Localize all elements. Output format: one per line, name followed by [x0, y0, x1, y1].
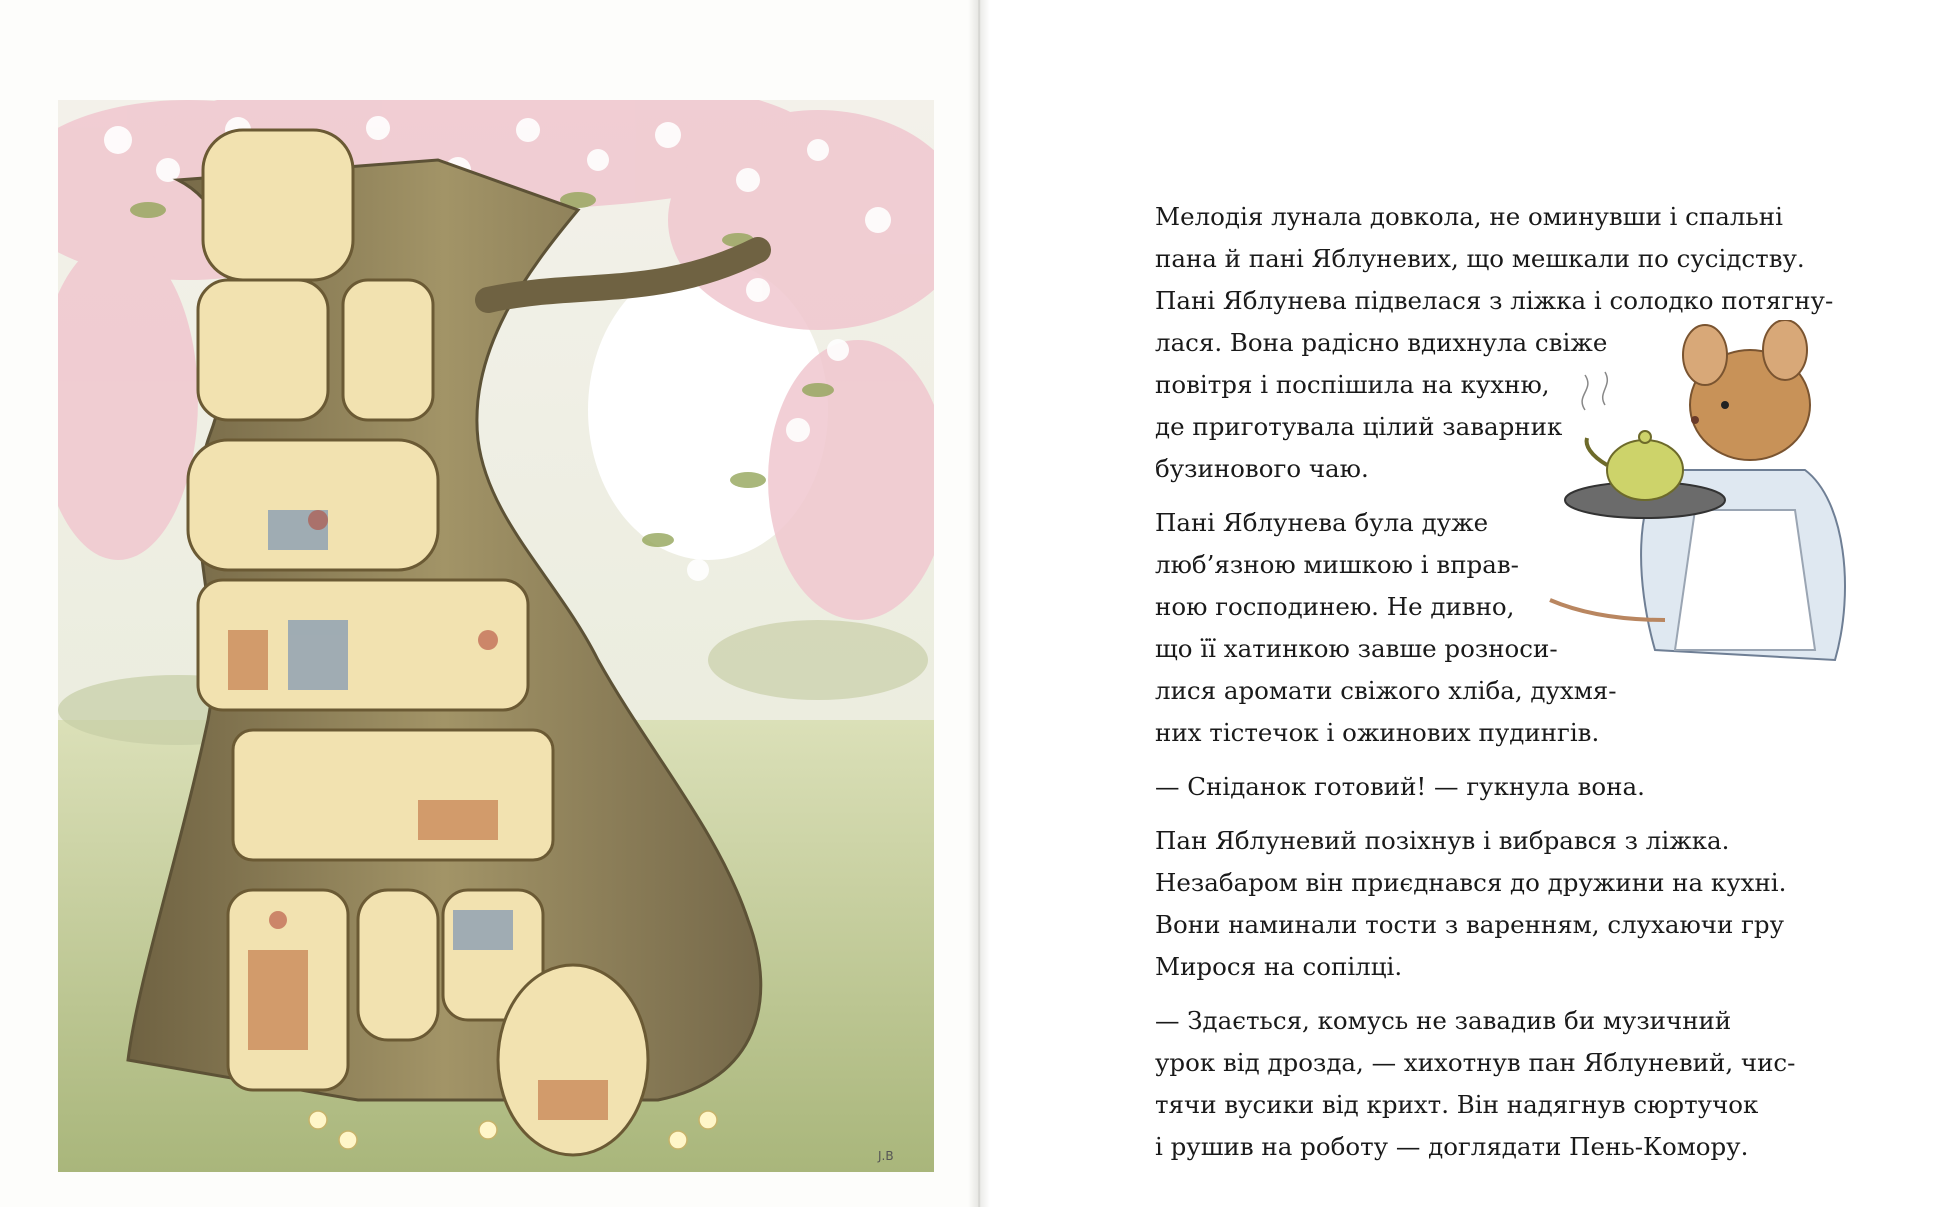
text-line: лася. Вона радісно вдихнула свіже	[1155, 328, 1608, 357]
text-line: пана й пані Яблуневих, що мешкали по сусідству.	[1155, 244, 1805, 273]
mouse-with-teapot-illustration	[1545, 320, 1870, 680]
text-line: Пан Яблуневий позіхнув і вибрався з ліжка.	[1155, 826, 1730, 855]
text-line: — Сніданок готовий! — гукнула вона.	[1155, 772, 1645, 801]
text-line: що її хатинкою завше розноси-	[1155, 634, 1558, 663]
text-line: де приготувала цілий заварник	[1155, 412, 1563, 441]
paragraph-5	[1125, 1000, 1796, 1168]
text-line: тячи вусики від крихт. Він надягнув сюртучок	[1155, 1090, 1759, 1119]
text-line: Пані Яблунева підвелася з ліжка і солодко потягну-	[1155, 286, 1834, 315]
text-line: Вони наминали тости з варенням, слухаючи гру	[1155, 910, 1785, 939]
book-gutter	[968, 0, 990, 1207]
text-line: Мирося на сопілці.	[1155, 952, 1403, 981]
paragraph-4	[1125, 820, 1785, 988]
text-line: повітря і поспішила на кухню,	[1155, 370, 1550, 399]
text-line: Пані Яблунева була дуже	[1155, 508, 1489, 537]
tree-house-illustration	[58, 100, 934, 1172]
text-line: — Здається, комусь не завадив би музичний	[1155, 1006, 1732, 1035]
text-line: них тістечок і ожинових пудингів.	[1155, 718, 1600, 747]
paragraph-3	[1125, 766, 1785, 808]
text-line: і рушив на роботу — доглядати Пень-Комору.	[1155, 1132, 1749, 1161]
text-line: лися аромати свіжого хліба, духмя-	[1155, 676, 1617, 705]
text-line: Мелодія лунала довкола, не оминувши і спальні	[1155, 202, 1783, 231]
left-page	[0, 0, 972, 1207]
text-line: урок від дрозда, — хихотнув пан Яблуневий, чис-	[1155, 1048, 1796, 1077]
text-line: ною господинею. Не дивно,	[1155, 592, 1515, 621]
text-line: Незабаром він приєднався до дружини на кухні.	[1155, 868, 1787, 897]
artist-signature: J.B	[878, 1149, 894, 1163]
text-line: бузинового чаю.	[1155, 454, 1369, 483]
text-line: люб’язною мишкою і вправ-	[1155, 550, 1519, 579]
